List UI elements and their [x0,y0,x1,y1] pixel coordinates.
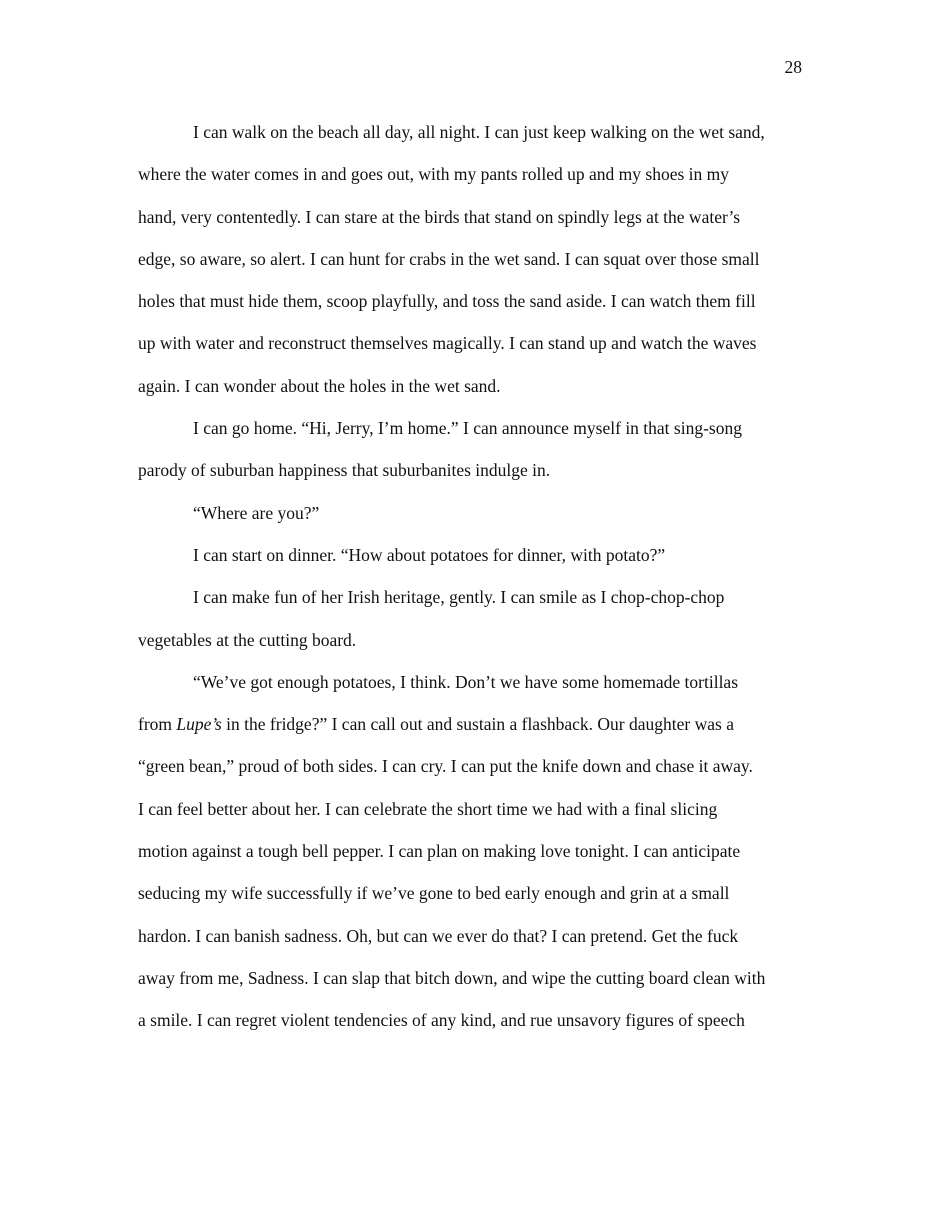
text-line: hardon. I can banish sadness. Oh, but can we ever do that? I can pretend. Get the fuck [138,925,739,946]
text-line: “Where are you?” [193,502,320,523]
text-run: in the fridge?” I can call out and sustain a flashback. Our daughter was a [221,714,734,735]
text-line: up with water and reconstruct themselves magically. I can stand up and watch the waves [138,333,757,354]
text-line: again. I can wonder about the holes in the wet sand. [138,375,501,396]
text-line: I can make fun of her Irish heritage, gently. I can smile as I chop-chop-chop [193,587,725,608]
body-text [138,111,802,1042]
text-line: I can go home. “Hi, Jerry, I’m home.” I can announce myself in that sing-song [193,418,742,439]
text-line: where the water comes in and goes out, with my pants rolled up and my shoes in my [138,164,729,185]
text-line: holes that must hide them, scoop playfully, and toss the sand aside. I can watch them fill [138,291,756,312]
text-line: “green bean,” proud of both sides. I can cry. I can put the knife down and chase it away. [138,756,753,777]
text-line: I can start on dinner. “How about potatoes for dinner, with potato?” [193,544,666,565]
italic-text: Lupe’s [176,714,222,735]
paragraph-go-home [138,407,802,492]
text-line: parody of suburban happiness that suburbanites indulge in. [138,460,551,481]
paragraph-tortillas [138,661,802,1042]
paragraph-dinner [138,534,802,576]
text-run: from [138,714,177,735]
text-line: “We’ve got enough potatoes, I think. Don’t we have some homemade tortillas [193,671,739,692]
text-line: I can walk on the beach all day, all night. I can just keep walking on the wet sand, [193,122,765,142]
text-line: away from me, Sadness. I can slap that bitch down, and wipe the cutting board clean with [138,967,766,988]
text-line: edge, so aware, so alert. I can hunt for crabs in the wet sand. I can squat over those small [138,248,760,269]
page-number: 28 [784,57,802,77]
paragraph-beach-walk [138,111,802,407]
text-line: I can feel better about her. I can celebrate the short time we had with a final slicing [138,798,718,819]
text-line: motion against a tough bell pepper. I can plan on making love tonight. I can anticipate [138,841,741,862]
text-line: a smile. I can regret violent tendencies of any kind, and rue unsavory figures of speech [138,1010,745,1031]
text-line: seducing my wife successfully if we’ve gone to bed early enough and grin at a small [138,883,730,904]
text-line: vegetables at the cutting board. [138,629,357,650]
paragraph-irish-heritage [138,576,802,661]
text-line: hand, very contentedly. I can stare at the birds that stand on spindly legs at the water’s [138,206,741,227]
text-line-with-italic [138,703,802,745]
paragraph-dialogue-where [138,492,802,534]
